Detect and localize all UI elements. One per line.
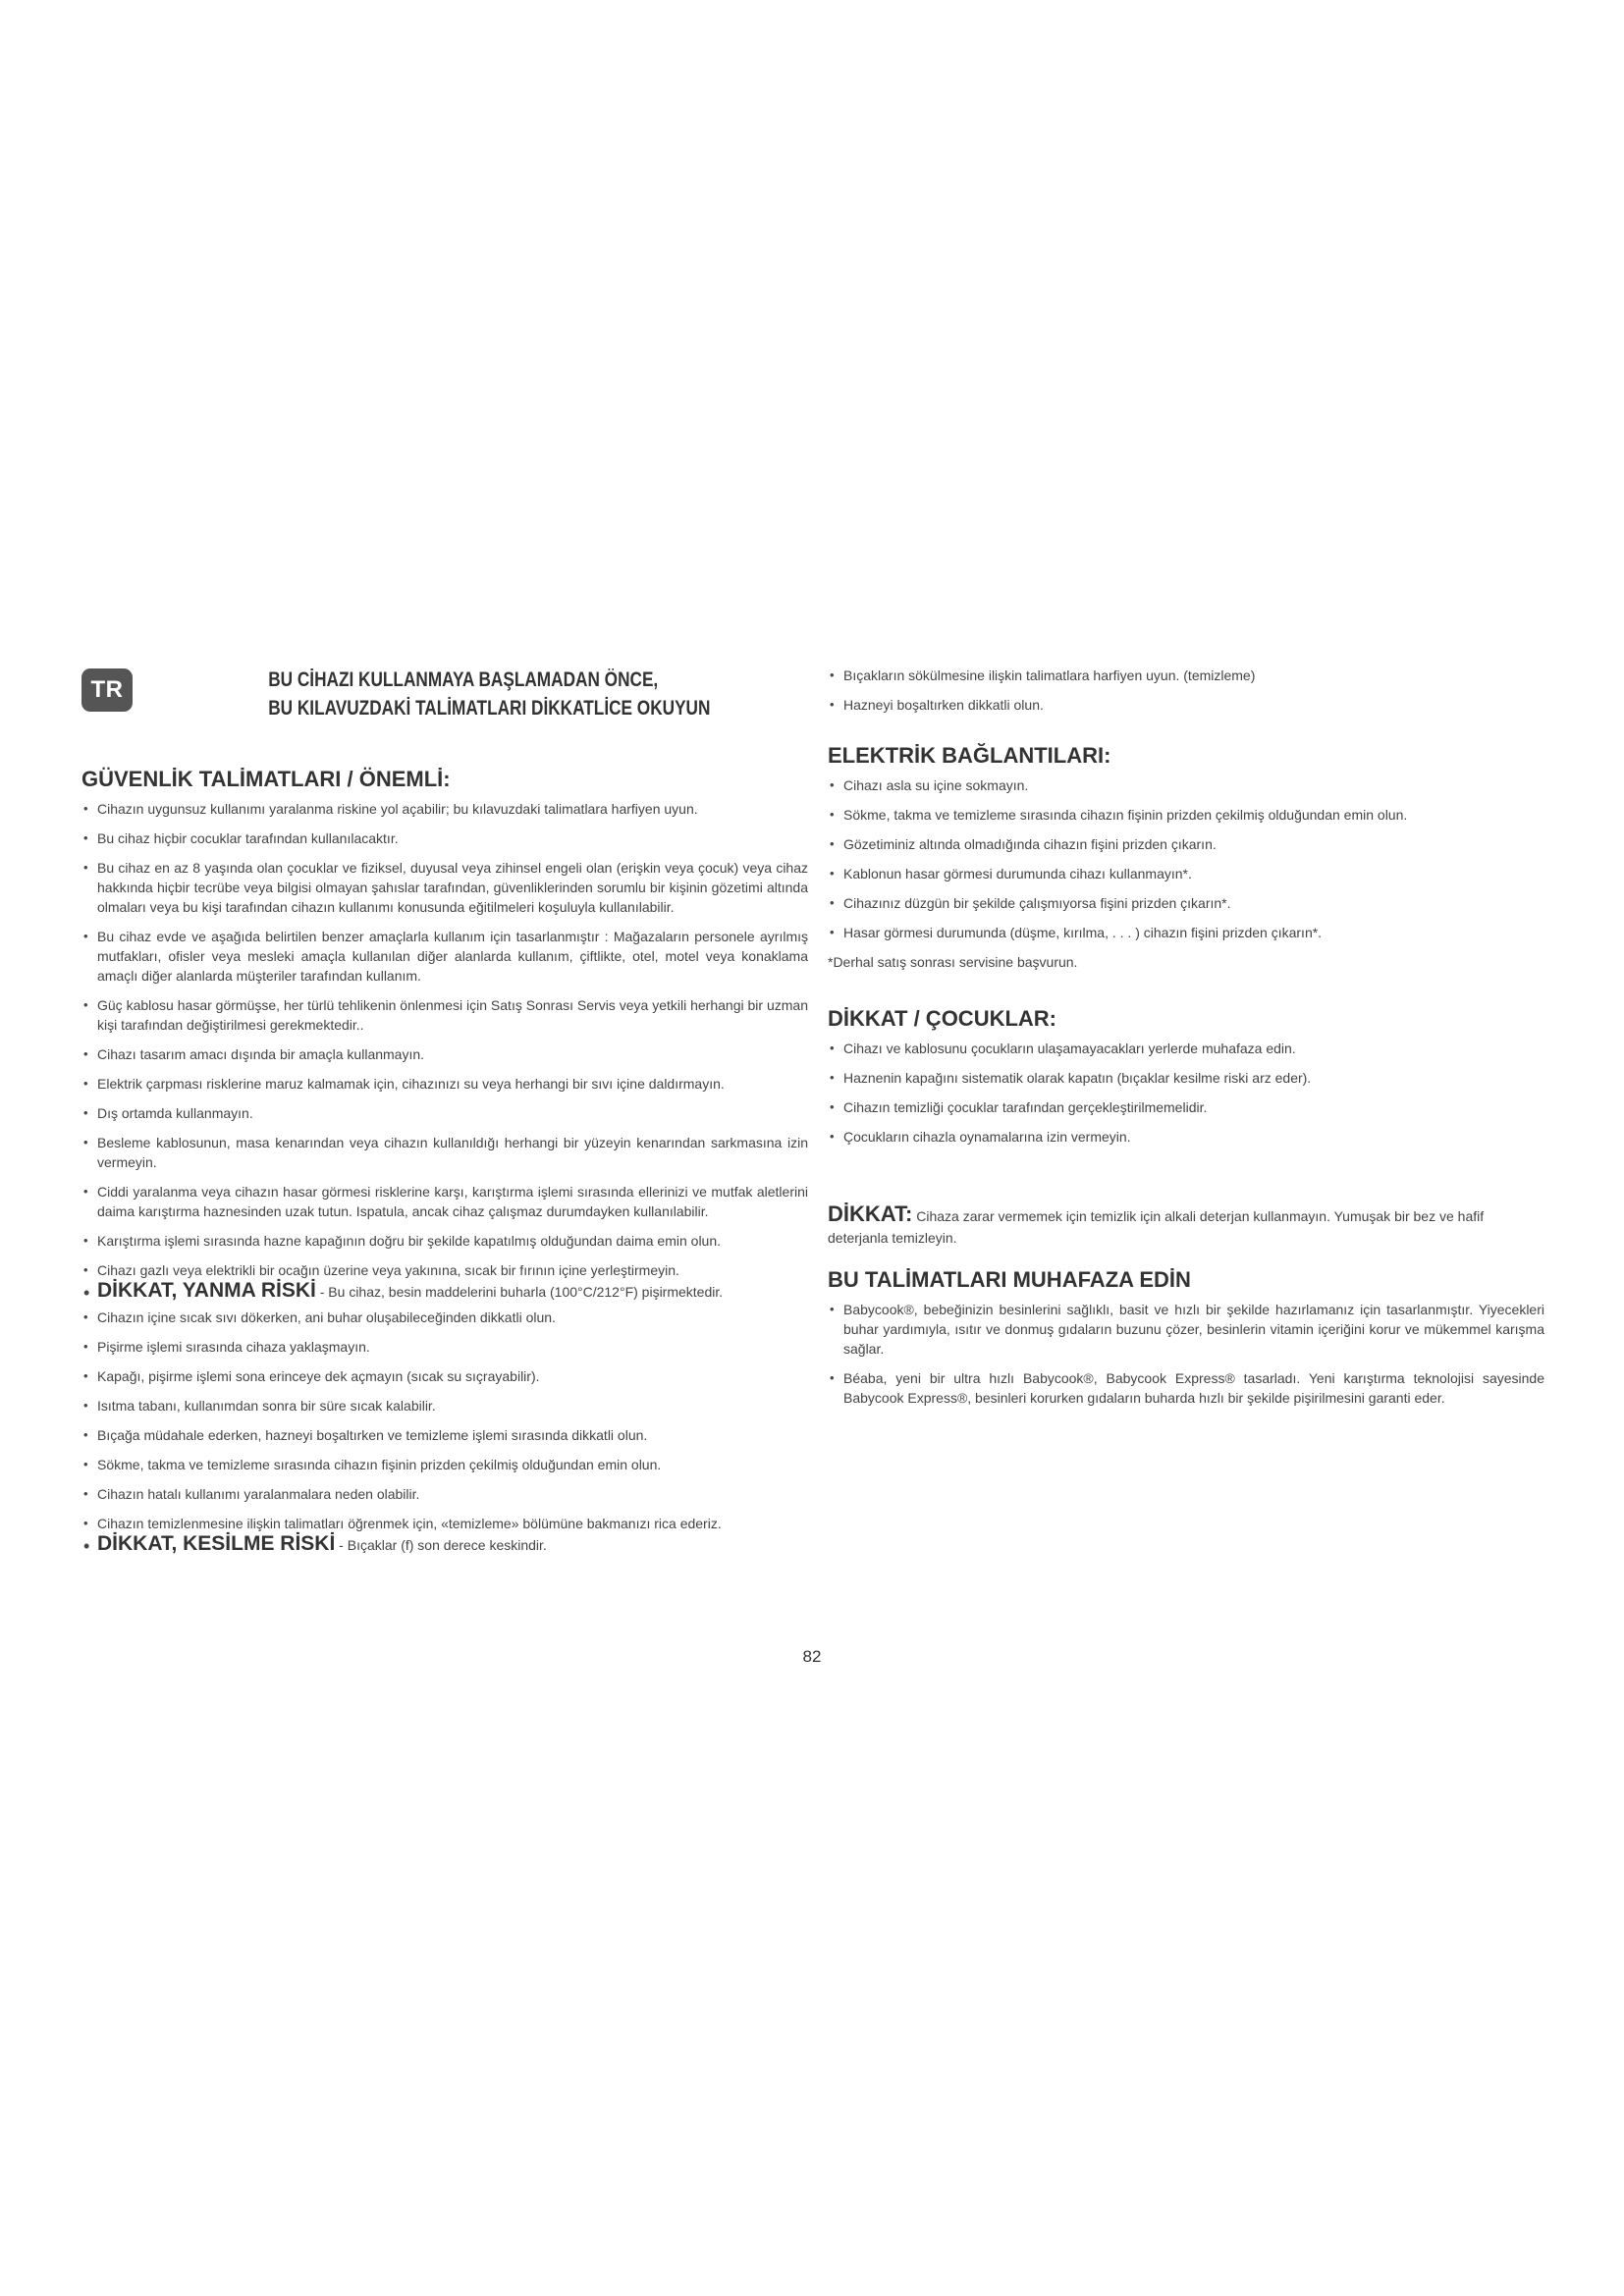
- list-item: • Çocukların cihazla oynamalarına izin vermeyin.: [828, 1127, 1544, 1147]
- list-item: • Haznenin kapağını sistematik olarak kapatın (bıçaklar kesilme riski arz eder).: [828, 1068, 1544, 1088]
- cut-warning-text: - Bıçaklar (f) son derece keskindir.: [335, 1537, 547, 1553]
- list-item: • Cihazın içine sıcak sıvı dökerken, ani buhar oluşabileceğinden dikkatli olun.: [81, 1308, 808, 1327]
- cut-warning-title: DİKKAT, KESİLME RİSKİ: [97, 1532, 336, 1555]
- cut-warning: [81, 1534, 808, 1555]
- page-title: [268, 666, 711, 722]
- list-item: • Cihazınız düzgün bir şekilde çalışmıyorsa fişini prizden çıkarın*.: [828, 893, 1544, 913]
- list-item: • Babycook®, bebeğinizin besinlerini sağlıklı, basit ve hızlı bir şekilde hazırlamanız için tasarlanmıştır. Yiyecekleri buhar yardımıyla, ısıtır ve donmuş gıdaların buzunu çözer, besinlerin vitamin içeriğini korur ve mükemmel karışma sağlar.: [828, 1300, 1544, 1359]
- list-item: • Sökme, takma ve temizleme sırasında cihazın fişinin prizden çekilmiş olduğundan emin olun.: [828, 805, 1544, 825]
- page-number: 82: [802, 1647, 822, 1666]
- list-item: • Kapağı, pişirme işlemi sona erinceye dek açmayın (sıcak su sıçrayabilir).: [81, 1366, 808, 1386]
- list-item: • Elektrik çarpması risklerine maruz kalmamak için, cihazınızı su veya herhangi bir sıvı içine daldırmayın.: [81, 1074, 808, 1094]
- safety-heading: GÜVENLİK TALİMATLARI / ÖNEMLİ:: [81, 767, 451, 791]
- list-item: • Cihazı tasarım amacı dışında bir amaçla kullanmayın.: [81, 1044, 808, 1064]
- list-item: • Kablonun hasar görmesi durumunda cihazı kullanmayın*.: [828, 864, 1544, 883]
- caution-paragraph: [828, 1203, 1544, 1249]
- list-item: • Isıtma tabanı, kullanımdan sonra bir süre sıcak kalabilir.: [81, 1396, 808, 1415]
- list-item: • Ciddi yaralanma veya cihazın hasar görmesi risklerine karşı, karıştırma işlemi sırasında ellerinizi ve mutfak aletlerini daima karıştırma haznesinden uzak tutun. Ispatula, ancak cihaz çalışmaz durumdayken kullanılabilir.: [81, 1182, 808, 1221]
- list-item: • Cihazı asla su içine sokmayın.: [828, 775, 1544, 795]
- list-item: • Cihazın hatalı kullanımı yaralanmalara neden olabilir.: [81, 1484, 808, 1504]
- language-badge: TR: [81, 668, 133, 712]
- list-item: • Bu cihaz en az 8 yaşında olan çocuklar ve fiziksel, duyusal veya zihinsel engeli olan (erişkin veya çocuk) veya cihaz hakkında hiçbir tecrübe veya bilgisi olmayan şahıslar tarafından, güvenliklerinden sorumlu bir kişinin gözetimi altında olmaları veya bu kişi tarafından cihazın kullanımı konusunda eğitilmeleri koşuluyla kullanılabilir.: [81, 858, 808, 917]
- burn-warning-text: - Bu cihaz, besin maddelerini buharla (100°C/212°F) pişirmektedir.: [315, 1284, 724, 1300]
- children-list: [828, 1039, 1544, 1147]
- caution-text: Cihaza zarar vermemek için temizlik için alkali deterjan kullanmayın. Yumuşak bir bez ve hafif deterjanla temizleyin.: [828, 1208, 1485, 1246]
- list-item: • Gözetiminiz altında olmadığında cihazın fişini prizden çıkarın.: [828, 834, 1544, 854]
- electric-list: [828, 775, 1544, 942]
- children-heading: DİKKAT / ÇOCUKLAR:: [828, 1006, 1057, 1031]
- keep-list: [828, 1300, 1544, 1408]
- list-item: • Cihazın temizlenmesine ilişkin talimatları öğrenmek için, «temizleme» bölümüne bakmanızı rica ederiz.: [81, 1514, 808, 1533]
- right-column: [828, 666, 1544, 1417]
- list-item: • Cihazı ve kablosunu çocukların ulaşamayacakları yerlerde muhafaza edin.: [828, 1039, 1544, 1058]
- list-item: • Bu cihaz evde ve aşağıda belirtilen benzer amaçlarla kullanım için tasarlanmıştır : Mağazaların personele ayrılmış mutfakları, ofisler veya mesleki amaçla kullanılan diğer alanlarda kullanım, çiftlikte, otel, motel veya konaklama amaçlı diğer alanlarda müşteriler tarafından kullanım.: [81, 927, 808, 986]
- list-item: • Güç kablosu hasar görmüşse, her türlü tehlikenin önlenmesi için Satış Sonrası Servis veya yetkili herhangi bir uzman kişi tarafından değiştirilmesi gerekmektedir..: [81, 995, 808, 1035]
- title-line-1: BU CİHAZI KULLANMAYA BAŞLAMADAN ÖNCE,: [268, 668, 659, 691]
- list-item: • Bıçakların sökülmesine ilişkin talimatlara harfiyen uyun. (temizleme): [828, 666, 1544, 685]
- list-item: • Bıçağa müdahale ederken, hazneyi boşaltırken ve temizleme işlemi sırasında dikkatli olun.: [81, 1425, 808, 1445]
- right-top-list: [828, 666, 1544, 715]
- burn-warning: [81, 1281, 808, 1302]
- list-item: • Sökme, takma ve temizleme sırasında cihazın fişinin prizden çekilmiş olduğundan emin olun.: [81, 1455, 808, 1474]
- electric-note: *Derhal satış sonrası servisine başvurun.: [828, 954, 1078, 970]
- list-item: • Karıştırma işlemi sırasında hazne kapağının doğru bir şekilde kapatılmış olduğundan daima emin olun.: [81, 1231, 808, 1251]
- burn-warning-title: DİKKAT, YANMA RİSKİ: [97, 1279, 316, 1302]
- list-item: • Dış ortamda kullanmayın.: [81, 1103, 808, 1123]
- list-item: • Béaba, yeni bir ultra hızlı Babycook®, Babycook Express® tasarladı. Yeni karıştırma teknolojisi sayesinde Babycook Express®, besinleri korurken gıdaların buharda hızlı bir şekilde pişirilmesini garanti eder.: [828, 1368, 1544, 1408]
- caution-label: DİKKAT:: [828, 1201, 913, 1226]
- list-item: • Cihazı gazlı veya elektrikli bir ocağın üzerine veya yakınına, sıcak bir fırının içine yerleştirmeyin.: [81, 1260, 808, 1280]
- list-item: • Cihazın uygunsuz kullanımı yaralanma riskine yol açabilir; bu kılavuzdaki talimatlara harfiyen uyun.: [81, 799, 808, 819]
- list-item: • Bu cihaz hiçbir cocuklar tarafından kullanılacaktır.: [81, 828, 808, 848]
- list-item: • Cihazın temizliği çocuklar tarafından gerçekleştirilmemelidir.: [828, 1097, 1544, 1117]
- list-item: • Hasar görmesi durumunda (düşme, kırılma, . . . ) cihazın fişini prizden çıkarın*.: [828, 923, 1544, 942]
- keep-heading: BU TALİMATLARI MUHAFAZA EDİN: [828, 1267, 1191, 1292]
- list-item: • Hazneyi boşaltırken dikkatli olun.: [828, 695, 1544, 715]
- left-column: [81, 766, 808, 1561]
- safety-list: [81, 799, 808, 1555]
- list-item: • Pişirme işlemi sırasında cihaza yaklaşmayın.: [81, 1337, 808, 1357]
- list-item: • Besleme kablosunun, masa kenarından veya cihazın kullanıldığı herhangi bir yüzeyin kenarından sarkmasına izin vermeyin.: [81, 1133, 808, 1172]
- title-line-2: BU KILAVUZDAKİ TALİMATLARI DİKKATLİCE OKUYUN: [268, 697, 711, 720]
- electric-heading: ELEKTRİK BAĞLANTILARI:: [828, 743, 1111, 768]
